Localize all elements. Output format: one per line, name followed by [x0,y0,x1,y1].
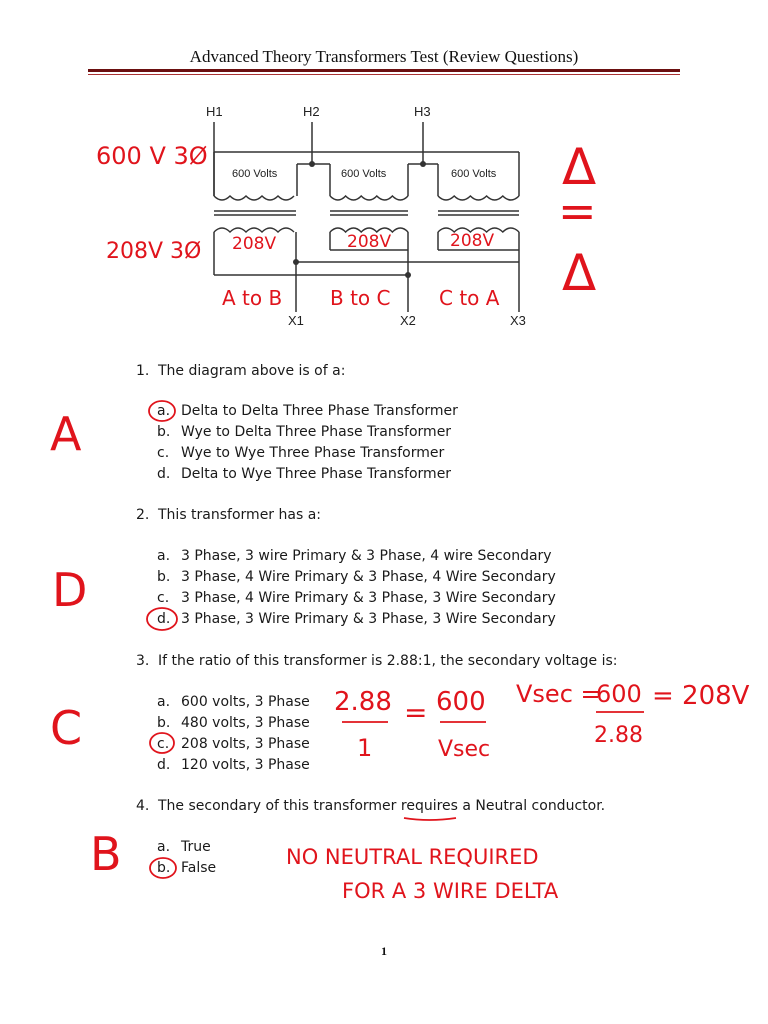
q1-option-a[interactable] [157,401,458,421]
option-letter: c. [157,445,170,461]
question-text: The diagram above is of a: [158,363,346,379]
option-letter: a. [157,403,171,419]
option-text: Wye to Wye Three Phase Transformer [181,445,445,461]
work-vsec-num: 600 [596,680,642,708]
answer-q3: C [50,701,83,755]
annot-phase-bc: B to C [330,286,391,310]
terminal-x1: X1 [288,313,304,328]
question-text: If the ratio of this transformer is 2.88:1, the secondary voltage is: [158,653,618,669]
option-text: False [181,860,217,876]
annot-winding-1: 208V [232,234,277,254]
q3-option-c[interactable] [157,734,310,754]
question-number: 2. [136,507,150,523]
q3-option-b[interactable] [157,713,310,733]
option-letter: a. [157,548,171,564]
annot-winding-2: 208V [347,232,392,252]
q1-option-b[interactable] [157,422,451,442]
annot-phase-ab: A to B [222,286,283,310]
option-text: 3 Phase, 4 Wire Primary & 3 Phase, 4 Wire Secondary [181,569,556,585]
annot-delta-bottom: Δ [562,244,597,302]
annot-primary-voltage: 600 V 3Ø [96,142,208,170]
work-result: = 208V [652,681,750,711]
option-text: 3 Phase, 3 wire Primary & 3 Phase, 4 wire Secondary [181,548,552,564]
work-vsec-den: 2.88 [594,723,643,748]
question-3 [136,651,617,671]
q1-option-d[interactable] [157,464,451,484]
q4-option-a[interactable] [157,837,211,857]
option-text: Delta to Wye Three Phase Transformer [181,466,452,482]
answer-q4: B [90,827,122,881]
question-number: 3. [136,653,150,669]
primary-label-2: 600 Volts [341,168,387,180]
option-text: True [181,839,211,855]
terminal-h2: H2 [303,104,320,119]
question-1 [136,361,345,381]
q2-option-c[interactable] [157,588,556,608]
question-4 [136,796,605,816]
q2-option-d[interactable] [157,609,556,629]
note-line2: FOR A 3 WIRE DELTA [342,879,559,903]
q2-option-a[interactable] [157,546,552,566]
q3-option-d[interactable] [157,755,310,775]
terminal-h3: H3 [414,104,431,119]
note-line1: NO NEUTRAL REQUIRED [286,845,539,869]
option-letter: a. [157,839,171,855]
question-text: This transformer has a: [158,507,322,523]
primary-label-3: 600 Volts [451,168,497,180]
option-text: 120 volts, 3 Phase [181,757,310,773]
work-frac1-den: 1 [357,734,373,762]
terminal-x3: X3 [510,313,526,328]
option-text: 600 volts, 3 Phase [181,694,310,710]
q1-option-c[interactable] [157,443,444,463]
work-frac1-num: 2.88 [334,687,392,717]
option-letter: b. [157,860,171,876]
annot-equals: = [558,184,597,238]
option-text: Wye to Delta Three Phase Transformer [181,424,452,440]
option-letter: d. [157,611,171,627]
work-vsec-lhs: Vsec = [516,680,601,708]
page-number: 1 [381,944,387,958]
terminal-x2: X2 [400,313,416,328]
question-2 [136,505,321,525]
q4-option-b[interactable] [157,858,216,878]
option-letter: c. [157,590,170,606]
option-letter: b. [157,569,171,585]
annot-secondary-voltage: 208V 3Ø [106,239,202,264]
work-frac2-den: Vsec [438,737,491,762]
option-letter: d. [157,757,171,773]
primary-label-1: 600 Volts [232,168,278,180]
terminal-h1: H1 [206,104,223,119]
answer-q2: D [52,563,88,617]
option-text: Delta to Delta Three Phase Transformer [181,403,458,419]
question-number: 4. [136,798,150,814]
answer-q1: A [50,407,82,461]
q3-option-a[interactable] [157,692,310,712]
option-letter: b. [157,715,171,731]
option-letter: b. [157,424,171,440]
option-letter: c. [157,736,170,752]
option-text: 208 volts, 3 Phase [181,736,310,752]
work-equals: = [404,696,428,729]
option-text: 3 Phase, 4 Wire Primary & 3 Phase, 3 Wire Secondary [181,590,556,606]
annot-phase-ca: C to A [439,286,500,310]
option-letter: d. [157,466,171,482]
work-frac2-num: 600 [436,687,486,717]
option-text: 3 Phase, 3 Wire Primary & 3 Phase, 3 Wire Secondary [181,611,556,627]
page-title: Advanced Theory Transformers Test (Review Questions) [189,47,579,66]
option-text: 480 volts, 3 Phase [181,715,310,731]
annot-delta-top: Δ [562,138,597,196]
question-number: 1. [136,363,150,379]
option-letter: a. [157,694,171,710]
annot-winding-3: 208V [450,231,495,251]
question-text: The secondary of this transformer requires a Neutral conductor. [158,798,606,814]
q2-option-b[interactable] [157,567,556,587]
